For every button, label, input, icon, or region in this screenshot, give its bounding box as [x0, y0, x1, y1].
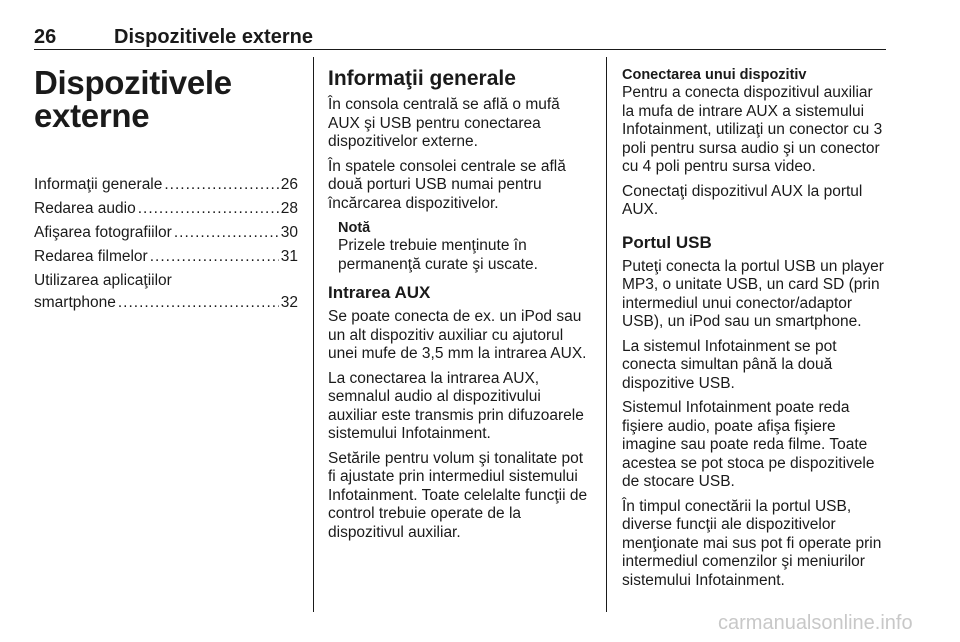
subsection-heading: Portul USB	[622, 232, 712, 252]
note-box	[328, 219, 592, 274]
toc-entry-page: 31	[280, 248, 298, 265]
toc-entry-label: smartphone	[34, 294, 116, 311]
toc-entry[interactable]	[34, 222, 298, 244]
paragraph: Se poate conecta de ex. un iPod sau un alt dispozitiv auxiliar cu ajutorul unei mufe de 3,5 mm la intrarea AUX.	[328, 308, 587, 362]
toc-entry-label: Informaţii generale	[34, 176, 163, 193]
paragraph: În timpul conectării la portul USB, diverse funcţii ale dispozitivelor menţionate mai sus pot fi operate prin intermediul comenzilor şi meniurilor sistemului Infotainment.	[622, 497, 882, 589]
chapter-title: Dispozitivele externe	[34, 64, 232, 134]
toc-leader	[150, 246, 279, 268]
running-title: Dispozitivele externe	[114, 26, 313, 48]
paragraph: La sistemul Infotainment se pot conecta simultan până la două dispozitive USB.	[622, 337, 837, 392]
toc-leader	[164, 174, 278, 196]
minor-heading: Conectarea unui dispozitiv	[622, 67, 807, 83]
paragraph: În spatele consolei centrale se află două porturi USB numai pentru încărcarea dispozitivelor.	[328, 157, 566, 212]
toc-leader	[118, 292, 279, 314]
note-text: Prizele trebuie menţinute în permanenţă curate şi uscate.	[338, 237, 538, 273]
toc-entry-page: 30	[280, 224, 298, 241]
column-divider	[313, 57, 314, 612]
paragraph: În consola centrală se află o mufă AUX şi USB pentru conectarea dispozitivelor externe.	[328, 96, 560, 150]
toc-entry-label: Redarea audio	[34, 200, 136, 217]
page-number: 26	[34, 26, 57, 48]
toc-entry-page: 32	[280, 294, 298, 311]
subsection-heading: Intrarea AUX	[328, 283, 431, 302]
toc-entry-page: 28	[280, 200, 298, 217]
header-rule	[34, 49, 886, 50]
paragraph: Puteţi conecta la portul USB un player MP3, o unitate USB, un card SD (prin intermediul unui conector/adaptor USB), un iPod sau un smartphone.	[622, 257, 884, 330]
note-title: Notă	[338, 220, 371, 236]
connection-column	[622, 66, 886, 596]
paragraph: Setările pentru volum şi tonalitate pot fi ajustate prin intermediul sistemului Infotainment. Toate celelalte funcţii de control trebuie operate de la dispozitivul auxiliar.	[328, 449, 588, 541]
toc-entry[interactable]	[34, 174, 298, 196]
watermark: carmanualsonline.info	[718, 612, 913, 634]
toc-entry-page: 26	[280, 176, 298, 193]
toc-entry-label-line1: Utilizarea aplicaţiilor	[34, 272, 172, 289]
paragraph: La conectarea la intrarea AUX, semnalul audio al dispozitivului auxiliar este transmis prin difuzoarele sistemului Infotainment.	[328, 369, 584, 442]
toc-entry-label: Redarea filmelor	[34, 248, 148, 265]
paragraph: Sistemul Infotainment poate reda fişiere audio, poate afişa fişiere imagine sau poate reda filme. Toate acestea se pot stoca pe dispozitivele de stocare USB.	[622, 399, 875, 490]
toc-entry-label: Afişarea fotografiilor	[34, 224, 172, 241]
page-header	[34, 26, 886, 50]
toc-entry[interactable]	[34, 198, 298, 220]
paragraph: Conectaţi dispozitivul AUX la portul AUX.	[622, 182, 863, 218]
toc-entry[interactable]	[34, 246, 298, 268]
toc-leader	[174, 222, 279, 244]
paragraph: Pentru a conecta dispozitivul auxiliar la mufa de intrare AUX a sistemului Infotainment, utilizaţi un conector cu 3 poli pentru sursa audio şi un conector cu 4 poli pentru sursa video.	[622, 84, 883, 175]
toc-column	[34, 66, 298, 316]
section-heading: Informaţii generale	[328, 67, 516, 90]
toc-leader	[138, 198, 279, 220]
column-divider	[606, 57, 607, 612]
general-info-column	[328, 66, 592, 548]
toc-entry[interactable]	[34, 270, 298, 314]
